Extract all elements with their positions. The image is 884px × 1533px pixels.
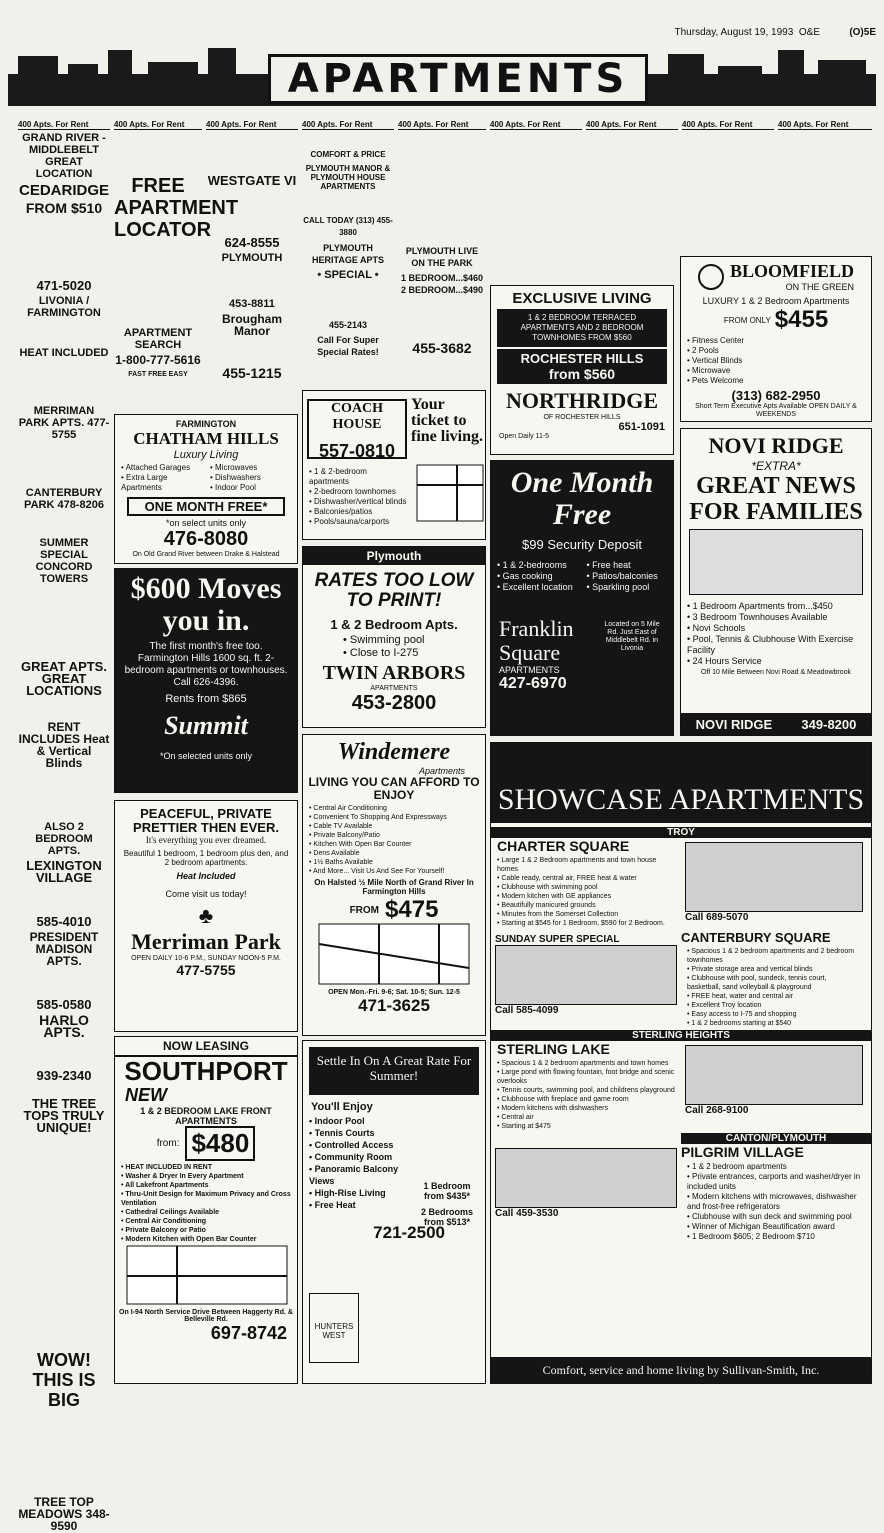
ad-subheading: LUXURY 1 & 2 Bedroom Apartments	[702, 296, 850, 306]
feature-item: • 2 Pools	[687, 346, 865, 356]
ad-rates	[417, 1181, 477, 1227]
ad-showcase-apartments	[490, 742, 872, 1384]
feature-item: • 2-bedroom townhomes	[309, 487, 407, 497]
feature-item: • Pool, Tennis & Clubhouse With Exercise Facility	[687, 634, 865, 656]
ad-special: SUNDAY SUPER SPECIAL	[495, 934, 620, 945]
ad-name: COACH HOUSE	[330, 401, 384, 432]
feature-item: • Thru-Unit Design for Maximum Privacy and Cross Ventilation	[121, 1190, 291, 1208]
classified-column-6	[490, 121, 582, 281]
listing-text: HEAT INCLUDED	[19, 347, 109, 359]
ad-name: Merriman Park	[131, 929, 281, 954]
feature-item: • 1 & 2 bedroom apartments	[687, 1162, 861, 1172]
ad-from: from:	[156, 1138, 180, 1149]
ad-new: NEW	[125, 1085, 167, 1105]
apartment-search-heading: APARTMENT SEARCH	[123, 327, 193, 351]
ad-hours: Open Daily 11-5	[499, 433, 550, 440]
feature-item: • All Lakefront Apartments	[121, 1181, 291, 1190]
feature-item: • Patios/balconies	[587, 571, 668, 582]
feature-item: • And More... Visit Us And See For Yourself!	[309, 867, 479, 876]
listing-text: SUMMER SPECIAL CONCORD TOWERS	[35, 537, 93, 585]
feature-item: • Central Air Conditioning	[121, 1217, 291, 1226]
ad-southport	[114, 1036, 298, 1384]
ad-phone: Call 268-9100	[685, 1105, 749, 1116]
column-heading: 400 Apts. For Rent	[398, 121, 486, 130]
ad-feature-list	[681, 334, 871, 388]
listing-text: Brougham Manor	[222, 312, 282, 338]
listing-text: 1 BEDROOM...$460 2 BEDROOM...$490	[400, 273, 484, 295]
column-heading: 400 Apts. For Rent	[778, 121, 872, 130]
feature-item: • Cable ready, central air, FREE heat & water	[497, 874, 675, 883]
feature-item: • Attached Garages	[121, 463, 202, 473]
classified-column-2	[114, 120, 239, 391]
feature-item: • Pets Welcome	[687, 376, 865, 386]
feature-item: • Beautifully manicured grounds	[497, 901, 675, 910]
feature-item: • HEAT INCLUDED IN RENT	[121, 1163, 291, 1172]
ad-name-sub: ON THE GREEN	[785, 282, 854, 292]
feature-item: • 3 Bedroom Townhouses Available	[687, 612, 865, 623]
ad-deposit: $99 Security Deposit	[522, 537, 642, 552]
ad-name: CHARTER SQUARE	[497, 838, 630, 854]
ad-headline: PEACEFUL, PRIVATE PRETTIER THEN EVER.	[133, 806, 279, 835]
free-locator-heading: FREE APARTMENT LOCATOR	[114, 175, 239, 241]
ad-hours: Short Term Executive Apts Available OPEN DAILY & WEEKENDS	[695, 403, 857, 418]
feature-item: • Private storage area and vertical blinds	[687, 965, 861, 974]
ad-phone: Call 459-3530	[495, 1208, 559, 1219]
location-map	[127, 1246, 287, 1304]
ad-name-sub: OF ROCHESTER HILLS	[543, 414, 621, 421]
ad-feature-list	[491, 558, 673, 595]
classified-column-7	[586, 121, 678, 281]
ad-phone: 453-2800	[351, 692, 437, 714]
ad-phone: 651-1091	[618, 421, 665, 433]
section-banner	[8, 44, 876, 116]
listing-text: 455-3682	[412, 340, 472, 356]
ad-leasing: NOW LEASING	[115, 1037, 297, 1057]
ad-footer: Comfort, service and home living by Sullivan-Smith, Inc.	[491, 1357, 871, 1383]
building-photo	[685, 842, 863, 912]
ad-phone: 476-8080	[163, 528, 249, 550]
ad-extra: *EXTRA*	[751, 459, 801, 473]
listing-text: 585-0580	[36, 997, 92, 1012]
listing-text: CALL TODAY (313) 455-3880	[303, 216, 393, 237]
ad-address: On Old Grand River between Drake & Halstead	[132, 551, 280, 558]
listing-text: GRAND RIVER - MIDDLEBELT GREAT LOCATION	[22, 132, 106, 180]
ad-feature-list	[303, 632, 485, 662]
listing-text: PLYMOUTH LIVE ON THE PARK	[405, 246, 479, 268]
feature-item: • Balconies/patios	[309, 507, 407, 517]
listing-text: • SPECIAL •	[317, 269, 379, 281]
feature-item: • Vertical Blinds	[687, 356, 865, 366]
feature-item: • Pools/sauna/carports	[309, 517, 407, 527]
feature-item: • Swimming pool	[343, 634, 479, 647]
listing-text: 471-5020	[36, 278, 92, 293]
section-title: APARTMENTS	[268, 54, 648, 104]
tree-icon	[698, 264, 724, 290]
ad-headline: EXCLUSIVE LIVING	[512, 290, 652, 307]
column-heading: 400 Apts. For Rent	[206, 121, 298, 130]
ad-tagline: Luxury Living	[173, 449, 239, 461]
ad-headline: LIVING YOU CAN AFFORD TO ENJOY	[308, 775, 480, 802]
feature-item: • Gas cooking	[497, 571, 578, 582]
feature-item: • Clubhouse with swimming pool	[497, 883, 675, 892]
feature-item: • 1½ Baths Available	[309, 858, 479, 867]
ad-northridge	[490, 285, 674, 455]
feature-item: • Modern kitchen with GE appliances	[497, 892, 675, 901]
feature-item: • Convenient To Shopping And Expressways	[309, 813, 479, 822]
feature-item: • 1 & 2 bedrooms starting at $540	[687, 1019, 861, 1028]
ad-summit	[114, 568, 298, 793]
ad-feature-list	[115, 1161, 297, 1246]
ad-name-sub: APARTMENTS	[499, 665, 560, 675]
ad-location: On I-94 North Service Drive Between Haggerty Rd. & Belleville Rd.	[119, 1309, 293, 1323]
ad-area: TROY	[491, 827, 871, 838]
feature-item: • Community Room	[309, 1151, 407, 1163]
feature-item: • Panoramic Balcony Views	[309, 1163, 407, 1187]
listing-text: ALSO 2 BEDROOM APTS.	[35, 821, 93, 857]
ad-headline: GREAT NEWS FOR FAMILIES	[689, 473, 863, 525]
feature-item: • Sparkling pool	[587, 582, 668, 593]
apartment-search-tagline: FAST FREE EASY	[128, 371, 188, 378]
building-photo	[495, 945, 677, 1005]
feature-item: • Clubhouse with fireplace and game room	[497, 1095, 675, 1104]
feature-item: • 1 Bedroom $605; 2 Bedroom $710	[687, 1232, 861, 1242]
listing-text: WOW! THIS IS BIG	[32, 1350, 96, 1410]
listing-text: COMFORT & PRICE	[310, 150, 386, 159]
ad-headline: $600 Moves you in.	[130, 572, 282, 637]
feature-item: • High-Rise Living	[309, 1187, 407, 1199]
column-heading: 400 Apts. For Rent	[682, 121, 774, 130]
ad-price: $475	[385, 896, 439, 923]
location-map	[417, 465, 483, 521]
feature-item: • Tennis Courts	[309, 1127, 407, 1139]
feature-item: • Dishwashers	[210, 473, 291, 483]
ad-price: $455	[774, 306, 829, 333]
ad-rents: Rents from $865	[165, 693, 247, 705]
listing-text: PLYMOUTH MANOR & PLYMOUTH HOUSE APARTMENTS	[305, 164, 391, 191]
listing-text: 624-8555	[224, 235, 280, 250]
column-heading: 400 Apts. For Rent	[490, 121, 582, 130]
listing-text: RENT INCLUDES Heat & Vertical Blinds	[18, 720, 110, 770]
feature-item: • 24 Hours Service	[687, 656, 865, 667]
ad-phone: (313) 682-2950	[731, 388, 821, 403]
listing-text: HARLO APTS.	[39, 1012, 89, 1040]
ad-price: from $560	[548, 366, 616, 382]
page-number: (O)5E	[849, 27, 876, 38]
ad-offer: ONE MONTH FREE*	[127, 497, 285, 516]
feature-item: • Tennis courts, swimming pool, and childrens playground	[497, 1086, 675, 1095]
feature-item: • Private Balcony or Patio	[121, 1226, 291, 1235]
ad-feature-list	[681, 599, 871, 669]
feature-item: • Indoor Pool	[309, 1115, 407, 1127]
ad-hours: OPEN Mon.-Fri. 9-6; Sat. 10-5; Sun. 12-5	[328, 989, 460, 996]
feature-item: • Close to I-275	[343, 647, 479, 660]
feature-item: • Minutes from the Somerset Collection	[497, 910, 675, 919]
feature-item: • Washer & Dryer In Every Apartment	[121, 1172, 291, 1181]
ad-phone: 427-6970	[499, 675, 567, 692]
ad-phone-label: NOVI RIDGE	[695, 716, 773, 732]
ad-subheading: It's everything you ever dreamed.	[145, 835, 267, 845]
feature-item: • Fitness Center	[687, 336, 865, 346]
apartment-search-phone: 1-800-777-5616	[115, 353, 201, 367]
ad-subheading: 1 & 2 Bedroom Apts.	[330, 617, 458, 632]
column-heading: 400 Apts. For Rent	[302, 121, 394, 130]
ad-phone: 557-0810	[318, 441, 396, 461]
feature-item: • Indoor Pool	[210, 483, 291, 493]
ad-name: Franklin Square	[499, 616, 574, 665]
ad-location: On Halsted ½ Mile North of Grand River In Farmington Hills	[314, 878, 474, 896]
ad-slogan: Your ticket to fine living.	[411, 396, 484, 445]
listing-text: Call For Super Special Rates!	[317, 335, 379, 357]
listing-text: 455-1215	[222, 365, 282, 381]
ad-hours: OPEN DAILY 10-6 P.M., SUNDAY NOON-5 P.M.	[131, 955, 281, 962]
feature-item: • Starting at $545 for 1 Bedroom, $590 for 2 Bedroom.	[497, 919, 675, 928]
feature-item: • Central Air Conditioning	[309, 804, 479, 813]
ad-phone: 477-5755	[176, 962, 236, 978]
feature-item: • Extra Large Apartments	[121, 473, 202, 493]
ad-novi-ridge	[680, 428, 872, 736]
ad-feature-list	[303, 1113, 413, 1213]
ad-feature-list	[491, 854, 681, 930]
feature-item: • Private Balcony/Patio	[309, 831, 479, 840]
feature-item: • Controlled Access	[309, 1139, 407, 1151]
feature-item: • 1 & 2-bedrooms	[497, 560, 578, 571]
listing-text: CANTERBURY PARK 478-8206	[24, 487, 104, 511]
feature-item: • Novi Schools	[687, 623, 865, 634]
ad-phone: 721-2500	[373, 1223, 445, 1242]
ad-name: STERLING LAKE	[497, 1041, 610, 1057]
column-heading: 400 Apts. For Rent	[114, 121, 202, 130]
tree-icon: ♣	[198, 903, 214, 928]
listing-text: THE TREE TOPS TRULY UNIQUE!	[23, 1096, 105, 1135]
feature-item: • Cable TV Available	[309, 822, 479, 831]
building-photo	[685, 1045, 863, 1105]
ad-area: STERLING HEIGHTS	[491, 1030, 871, 1041]
ad-feature-list	[681, 1160, 867, 1244]
ad-headline: RATES TOO LOW TO PRINT!	[314, 570, 474, 611]
feature-item: • 1 & 2-bedroom apartments	[309, 467, 407, 487]
listing-text: PRESIDENT MADISON APTS.	[29, 930, 99, 968]
ad-headline: Settle In On A Great Rate For Summer!	[309, 1047, 479, 1095]
listing-text: 939-2340	[36, 1068, 92, 1083]
ad-feature-list	[303, 802, 485, 878]
ad-subheading: 1 & 2 BEDROOM LAKE FRONT APARTMENTS	[140, 1106, 272, 1126]
ad-coach-house	[302, 390, 486, 540]
feature-item: • Winner of Michigan Beautification award	[687, 1222, 861, 1232]
ad-name: BLOOMFIELD	[729, 261, 854, 281]
listing-text: 585-4010	[36, 914, 92, 929]
feature-item: • Spacious 1 & 2 bedroom apartments and 2 bedroom townhomes	[687, 947, 861, 965]
ad-kicker: FARMINGTON	[175, 419, 237, 429]
ad-franklin-square	[490, 460, 674, 736]
feature-item: • Cathedral Ceilings Available	[121, 1208, 291, 1217]
listing-text: LIVONIA / FARMINGTON	[27, 295, 101, 319]
classified-column-4	[302, 121, 394, 391]
ad-subheading: You'll Enjoy	[311, 1101, 373, 1113]
ad-headline: SHOWCASE APARTMENTS	[497, 783, 865, 816]
ad-bloomfield	[680, 256, 872, 422]
ad-phone: Call 585-4099	[495, 1005, 559, 1016]
ad-heat: Heat Included	[176, 871, 236, 881]
ad-name: NOVI RIDGE	[708, 433, 844, 458]
feature-item: • Free Heat	[309, 1199, 407, 1211]
feature-item: • Central air	[497, 1113, 675, 1122]
family-photo	[689, 529, 863, 595]
feature-item: • Excellent Troy location	[687, 1001, 861, 1010]
column-heading: 400 Apts. For Rent	[586, 121, 678, 130]
building-photo	[495, 1148, 677, 1208]
ad-phone: 471-3625	[358, 996, 430, 1015]
ad-note: *On selected units only	[159, 751, 253, 761]
ad-rate-1bed: 1 Bedroom from $435*	[423, 1181, 471, 1201]
ad-feature-list	[303, 465, 413, 529]
ad-feature-list	[491, 1057, 681, 1133]
ad-feature-list	[115, 461, 297, 495]
feature-item: • Large pond with flowing fountain, foot bridge and scenic overlooks	[497, 1068, 675, 1086]
classified-column-1	[18, 120, 110, 1533]
ad-name: CANTERBURY SQUARE	[681, 930, 831, 945]
feature-item: • Excellent location	[497, 582, 578, 593]
ad-logo: HUNTERS WEST	[309, 1293, 359, 1363]
ad-from: FROM	[349, 904, 380, 916]
ad-name: PILGRIM VILLAGE	[681, 1144, 804, 1160]
listing-text: WESTGATE VI	[207, 173, 297, 188]
coach-house-logo-box	[307, 399, 407, 459]
listing-text: GREAT APTS. GREAT LOCATIONS	[21, 659, 107, 698]
ad-location: Off 10 Mile Between Novi Road & Meadowbrook	[700, 669, 852, 676]
listing-text: 455-2143	[328, 320, 368, 330]
feature-item: • Dens Available	[309, 849, 479, 858]
feature-item: • Private entrances, carports and washer/dryer in included units	[687, 1172, 861, 1192]
feature-item: • Easy access to I-75 and shopping	[687, 1010, 861, 1019]
column-heading: 400 Apts. For Rent	[18, 121, 110, 130]
ad-body: The first month's free too. Farmington Hills 1600 sq. ft. 2-bedroom apartments or townhouses. Call 626-4396.	[124, 641, 288, 688]
ad-merriman-park	[114, 800, 298, 1032]
ad-area: ROCHESTER HILLS	[520, 351, 644, 366]
ad-headline: One Month Free	[510, 466, 654, 531]
ad-phone: Call 689-5070	[685, 912, 749, 923]
feature-item: • Modern Kitchen with Open Bar Counter	[121, 1235, 291, 1244]
feature-item: • Microwave	[687, 366, 865, 376]
ad-price: $480	[185, 1126, 255, 1161]
ad-name-sub: APARTMENTS	[370, 685, 418, 692]
page-date: Thursday, August 19, 1993 O&E	[674, 27, 820, 38]
classified-column-3	[206, 121, 298, 391]
ad-area: Plymouth	[303, 547, 485, 565]
ad-body: Beautiful 1 bedroom, 1 bedroom plus den, and 2 bedroom apartments.	[123, 849, 289, 867]
ad-chatham-hills	[114, 414, 298, 564]
listing-text: CEDARIDGE	[18, 182, 109, 199]
feature-item: • Free heat	[587, 560, 668, 571]
ad-feature-list	[681, 945, 867, 1030]
ad-name: NORTHRIDGE	[505, 388, 659, 413]
listing-text: 453-8811	[229, 298, 275, 310]
feature-item: • Kitchen With Open Bar Counter	[309, 840, 479, 849]
ad-subheading: 1 & 2 BEDROOM TERRACED APARTMENTS AND 2 BEDROOM TOWNHOMES FROM $560	[497, 309, 667, 347]
ad-windemere	[302, 734, 486, 1036]
page-header	[0, 0, 884, 38]
feature-item: • Modern kitchens with microwaves, dishwasher and frost-free refrigerators	[687, 1192, 861, 1212]
ad-visit: Come visit us today!	[165, 889, 247, 899]
listing-text: PLYMOUTH	[221, 252, 283, 264]
listing-text: LEXINGTON VILLAGE	[26, 858, 102, 885]
ad-name: TWIN ARBORS	[322, 662, 466, 684]
feature-item: • Dishwasher/vertical blinds	[309, 497, 407, 507]
feature-item: • Large 1 & 2 Bedroom apartments and town house homes	[497, 856, 675, 874]
feature-item: • Starting at $475	[497, 1122, 675, 1131]
ad-name: SOUTHPORT	[124, 1056, 288, 1086]
feature-item: • 1 Bedroom Apartments from...$450	[687, 601, 865, 612]
ad-name: CHATHAM HILLS	[133, 429, 279, 448]
ad-name: Summit	[164, 711, 248, 740]
ad-hunters-west	[302, 1040, 486, 1384]
ad-location: Located on 5 Mile Rd. Just East of Middlebelt Rd. in Livonia	[604, 621, 660, 652]
ad-phone: 349-8200	[801, 716, 857, 732]
feature-item: • Clubhouse with sun deck and swimming pool	[687, 1212, 861, 1222]
ad-name: Windemere	[337, 739, 451, 765]
ad-phone: 697-8742	[210, 1323, 287, 1343]
feature-item: • Microwaves	[210, 463, 291, 473]
feature-item: • Modern kitchens with dishwashers	[497, 1104, 675, 1113]
listing-text: TREE TOP MEADOWS 348-9590	[18, 1495, 110, 1533]
listing-text: FROM $510	[25, 200, 103, 216]
listing-text: MERRIMAN PARK APTS. 477-5755	[18, 405, 110, 441]
ad-area: CANTON/PLYMOUTH	[681, 1133, 871, 1144]
ad-offer-note: *on select units only	[165, 518, 247, 528]
listing-text: PLYMOUTH HERITAGE APTS	[311, 243, 384, 265]
location-map	[319, 924, 469, 984]
feature-item: • FREE heat, water and central air	[687, 992, 861, 1001]
ad-twin-arbors	[302, 546, 486, 728]
feature-item: • Clubhouse with pool, sundeck, tennis court, basketball, sand volleyball & playground	[687, 974, 861, 992]
feature-item: • Spacious 1 & 2 bedroom apartments and town homes	[497, 1059, 675, 1068]
ad-rate-2bed: 2 Bedrooms from $513*	[420, 1207, 473, 1227]
ad-from: FROM ONLY	[723, 315, 771, 325]
classified-column-5	[398, 121, 486, 391]
ad-name-sub: Apartments	[418, 766, 465, 776]
